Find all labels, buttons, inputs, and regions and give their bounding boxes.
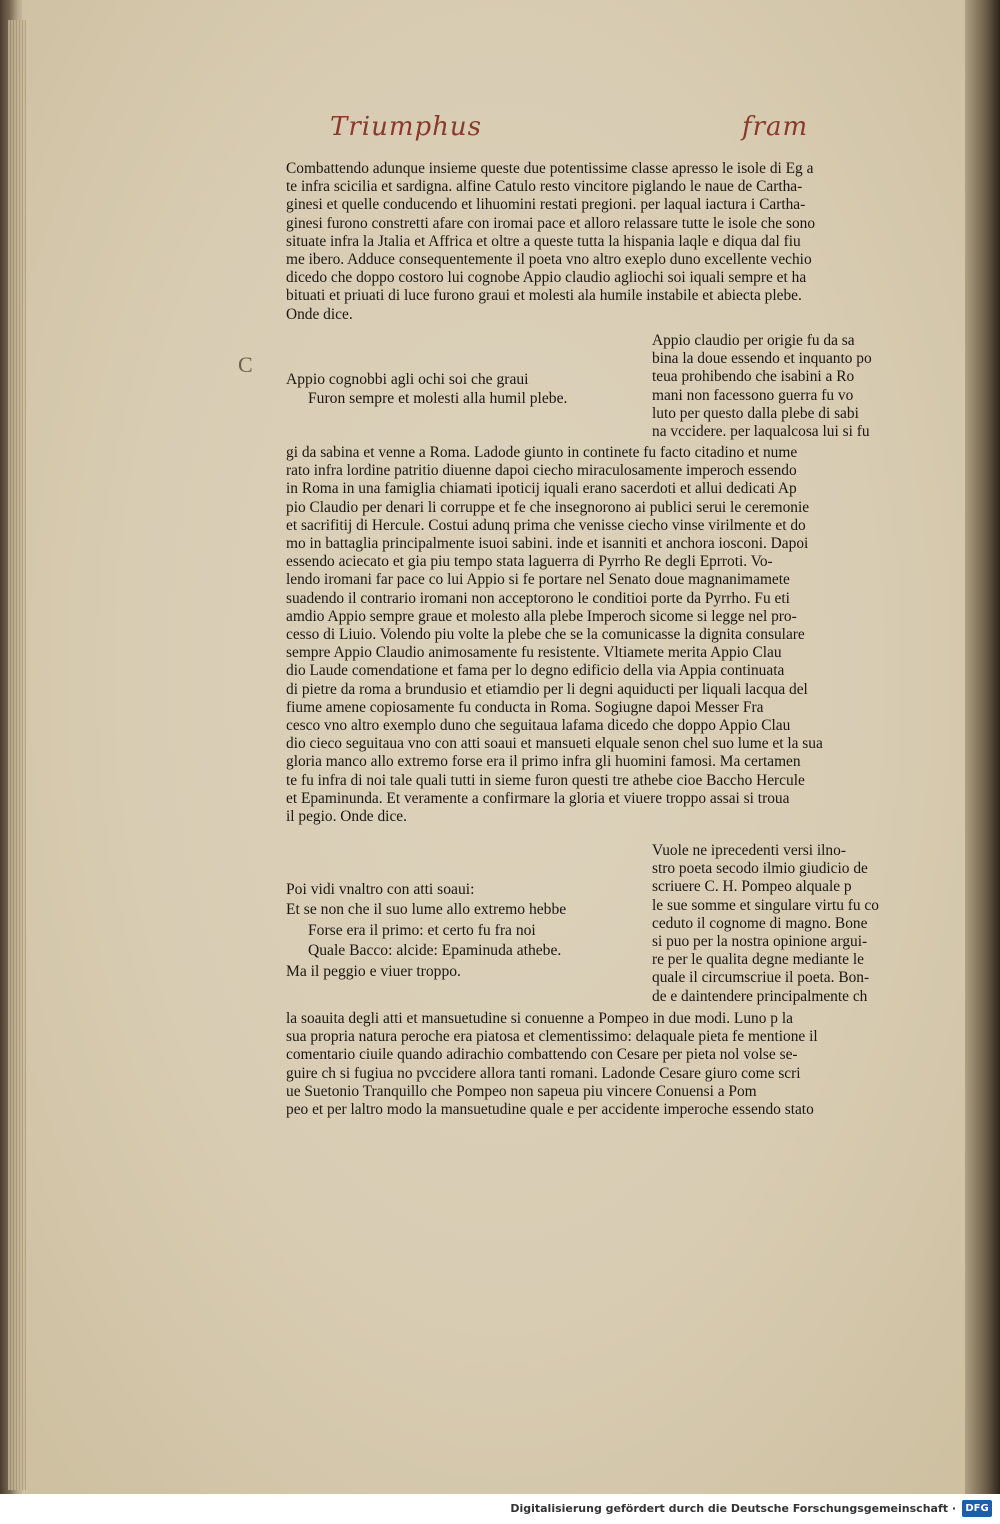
text-line: situate infra la Jtalia et Affrica et oltre a queste tutta la hispania laqle e diqua dal fiu bbox=[286, 232, 801, 250]
text-line: gloria manco allo extremo forse era il primo infra gli huomini famosi. Ma certamen bbox=[286, 753, 801, 771]
margin-letter: C bbox=[238, 352, 253, 377]
text-line: essendo aciecato et gia piu tempo stata laguerra di Pyrrho Re degli Eprroti. Vo- bbox=[286, 553, 773, 571]
text-line: mo in battaglia principalmente isuoi sabini. inde et isanniti et anchora iosconi. Dapoi bbox=[286, 535, 809, 553]
text-line: stro poeta secodo ilmio giudicio de bbox=[652, 860, 868, 878]
text-line: dio cieco seguitaua vno con atti soaui et mansueti elquale senon chel suo lume et la sua bbox=[286, 735, 823, 753]
verse-block-1 bbox=[286, 370, 626, 408]
text-line: in Roma in una famiglia chiamati ipoticij iquali erano sacerdoti et allui dedicati Ap bbox=[286, 480, 797, 498]
text-line: di pietre da roma a brundusio et etiamdio per li degni aquiducti per liquali lacqua del bbox=[286, 680, 808, 698]
text-line: Appio claudio per origie fu da sa bbox=[652, 332, 855, 349]
verse-block-2 bbox=[286, 880, 646, 982]
book-gutter bbox=[965, 0, 1000, 1494]
text-line: Vuole ne iprecedenti versi ilno- bbox=[652, 842, 846, 859]
text-line: comentario ciuile quando adirachio combattendo con Cesare per pieta nol volse se- bbox=[286, 1046, 798, 1064]
text-line: quale il circumscriue il poeta. Bon- bbox=[652, 969, 870, 987]
text-line: et sacrifitij di Hercule. Costui adunq prima che venisse ciecho vinse virilmente et do bbox=[286, 516, 806, 534]
text-line: et Epaminunda. Et veramente a confirmare la gloria et viuere troppo assai si troua bbox=[286, 789, 790, 807]
text-line: la soauita degli atti et mansuetudine si conuenne a Pompeo in due modi. Luno p la bbox=[286, 1010, 793, 1027]
verse-line: Appio cognobbi agli ochi soi che graui bbox=[286, 371, 529, 388]
text-line: te fu infra di noi tale quali tutti in sieme furon questi tre athebe cioe Baccho Hercule bbox=[286, 771, 805, 789]
text-line: mani non facessono guerra fu vo bbox=[652, 386, 854, 404]
text-line: pio Claudio per denari li corruppe et fe che insegnorono ai publici serui le ceremonie bbox=[286, 498, 810, 516]
text-line: dicedo che doppo costoro lui cognobe Appio claudio agliochi soi iquali sempre et ha bbox=[286, 269, 807, 287]
text-line: ue Suetonio Tranquillo che Pompeo non sapeua piu vincere Conuensi a Pom bbox=[286, 1082, 757, 1100]
verse-line: Poi vidi vnaltro con atti soaui: bbox=[286, 881, 475, 898]
text-line: suadendo il contrario iromani non acceptorono le conditioi porte da Pyrrho. Fu eti bbox=[286, 589, 790, 607]
verse-line: Et se non che il suo lume allo extremo hebbe bbox=[286, 901, 567, 919]
dfg-logo: DFG bbox=[962, 1500, 992, 1517]
text-line: peo et per laltro modo la mansuetudine quale e per accidente imperoche essendo stato bbox=[286, 1101, 814, 1119]
text-line: il pegio. Onde dice. bbox=[286, 808, 407, 826]
text-line: bina la doue essendo et inquanto po bbox=[652, 350, 872, 368]
funding-footer bbox=[0, 1494, 1000, 1524]
commentary-column-right-1 bbox=[652, 332, 904, 441]
commentary-paragraph-1 bbox=[286, 160, 904, 324]
handwritten-marginalia-right: fram bbox=[742, 112, 809, 142]
verse-line: Furon sempre et molesti alla humil plebe. bbox=[308, 390, 568, 407]
handwritten-marginalia-left: Triumphus bbox=[330, 112, 482, 142]
text-line: ceduto il cognome di magno. Bone bbox=[652, 914, 868, 932]
text-line: sempre Appio Claudio animosamente fu resistente. Vltiamete merita Appio Clau bbox=[286, 644, 782, 662]
text-line: scriuere C. H. Pompeo alquale p bbox=[652, 878, 852, 896]
text-line: dio Laude comendatione et fama per lo degno edificio della via Appia continuata bbox=[286, 662, 785, 680]
text-line: lendo iromani far pace co lui Appio si fe portare nel Senato doue magnanimamete bbox=[286, 571, 790, 589]
verse-line: Ma il peggio e viuer troppo. bbox=[286, 962, 461, 980]
commentary-paragraph-3 bbox=[286, 1010, 904, 1119]
text-line: gi da sabina et venne a Roma. Ladode giunto in continete fu facto citadino et nume bbox=[286, 444, 798, 461]
text-line: Onde dice. bbox=[286, 305, 353, 323]
commentary-paragraph-2 bbox=[286, 444, 904, 826]
page-fore-edge bbox=[8, 20, 26, 1490]
verse-line: Forse era il primo: et certo fu fra noi bbox=[308, 921, 536, 939]
text-line: teua prohibendo che isabini a Ro bbox=[652, 368, 855, 386]
text-line: cesco vno altro exemplo duno che seguitaua lafama dicedo che doppo Appio Clau bbox=[286, 717, 791, 735]
text-line: fiume amene copiosamente fu conducta in Roma. Sogiugne dapoi Messer Fra bbox=[286, 698, 764, 716]
text-line: te infra scicilia et sardigna. alfine Catulo resto vincitore piglando le naue de Cartha- bbox=[286, 178, 803, 196]
text-line: ginesi furono constretti afare con iromai pace et alloro relassare tutte le isole che sono bbox=[286, 214, 816, 232]
text-line: ginesi et quelle conducendo et lihuomini restati pregioni. per laqual iactura i Cartha- bbox=[286, 196, 806, 214]
text-line: amdio Appio sempre graue et molesto alla plebe Imperoch sicome si legge nel pro- bbox=[286, 607, 797, 625]
text-line: na vccidere. per laqualcosa lui si fu bbox=[652, 423, 870, 441]
text-line: bituati et priuati di luce furono graui et molesti ala humile instabile et abiecta plebe. bbox=[286, 287, 802, 305]
verse-line: Quale Bacco: alcide: Epaminuda athebe. bbox=[308, 942, 562, 960]
text-line: guire ch si fugiua no pvccidere allora tanti romani. Ladonde Cesare giuro come scri bbox=[286, 1064, 801, 1082]
text-line: sua propria natura peroche era piatosa et clementissimo: delaquale pieta fe mentione il bbox=[286, 1028, 818, 1046]
text-line: si puo per la nostra opinione argui- bbox=[652, 933, 868, 951]
text-line: cesso di Liuio. Volendo piu volte la plebe che se la comunicasse la dignita consulare bbox=[286, 626, 805, 644]
text-line: re per le qualita degne mediante le bbox=[652, 951, 864, 969]
text-line: Combattendo adunque insieme queste due potentissime classe apresso le isole di Eg a bbox=[286, 160, 814, 177]
funding-statement: Digitalisierung gefördert durch die Deutsche Forschungsgemeinschaft · bbox=[510, 1502, 956, 1515]
commentary-column-right-2 bbox=[652, 842, 904, 1006]
text-line: luto per questo dalla plebe di sabi bbox=[652, 404, 859, 422]
text-line: me ibero. Adduce consequentemente il poeta vno altro exeplo duno excellente vechio bbox=[286, 251, 812, 269]
text-line: de e daintendere principalmente ch bbox=[652, 987, 868, 1005]
text-line: le sue somme et singulare virtu fu co bbox=[652, 896, 879, 914]
text-line: rato infra lordine patritio diuenne dapoi ciecho miraculosamente imperoch essendo bbox=[286, 462, 797, 480]
